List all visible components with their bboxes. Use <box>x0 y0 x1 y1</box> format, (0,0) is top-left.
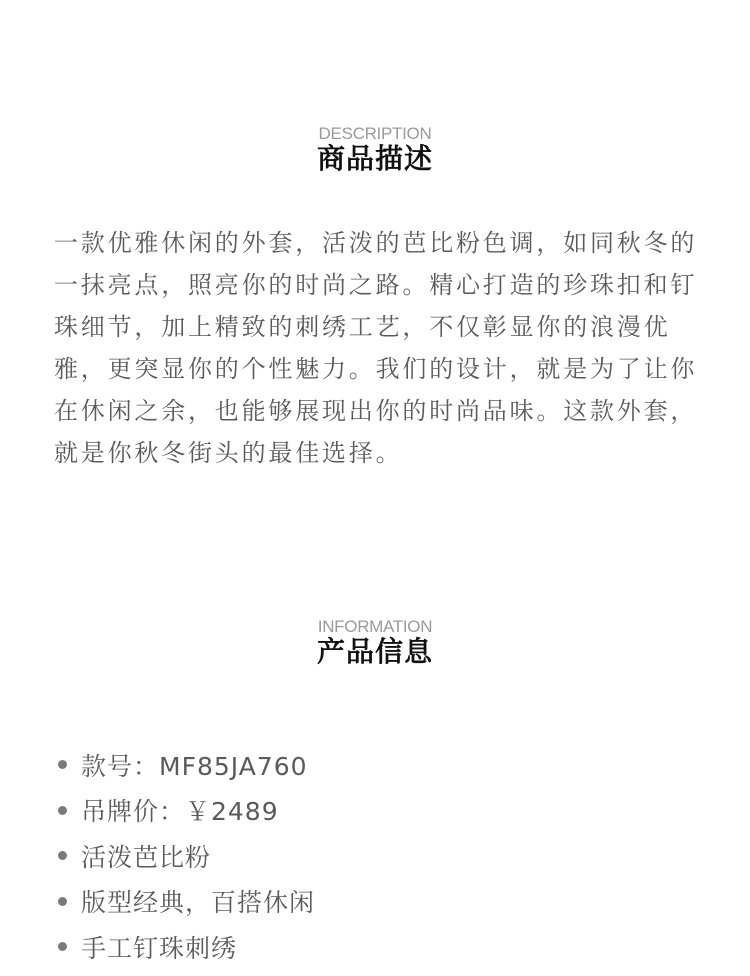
information-item-text: 款号：MF85JA760 <box>81 751 308 781</box>
information-item-fit <box>54 879 315 925</box>
bullet-icon <box>58 806 67 815</box>
bullet-icon <box>58 942 67 951</box>
information-heading <box>0 617 750 667</box>
information-heading-zh: 产品信息 <box>316 635 433 668</box>
information-item-text: 手工钉珠刺绣 <box>81 933 238 963</box>
description-body: 一款优雅休闲的外套，活泼的芭比粉色调，如同秋冬的一抹亮点，照亮你的时尚之路。精心打造的珍珠扣和钉珠细节，加上精致的刺绣工艺，不仅彰显你的浪漫优雅，更突显你的个性魅力。我们的设计，就是为了让你在休闲之余，也能够展现出你的时尚品味。这款外套，就是你秋冬街头的最佳选择。 <box>54 229 698 467</box>
information-item-text: 活泼芭比粉 <box>81 842 212 872</box>
information-item-craft <box>54 924 315 970</box>
description-heading <box>0 124 750 174</box>
information-item-price <box>54 788 315 834</box>
information-item-text: 版型经典，百搭休闲 <box>81 888 316 918</box>
information-item-color <box>54 833 315 879</box>
description-heading-zh: 商品描述 <box>316 142 433 175</box>
description-heading-en: DESCRIPTION <box>318 124 432 143</box>
information-heading-en: INFORMATION <box>317 617 433 636</box>
information-item-text: 吊牌价：￥2489 <box>81 797 279 827</box>
bullet-icon <box>58 760 67 769</box>
information-item-style-number <box>54 742 315 788</box>
bullet-icon <box>58 897 67 906</box>
information-list <box>54 742 315 970</box>
bullet-icon <box>58 851 67 860</box>
